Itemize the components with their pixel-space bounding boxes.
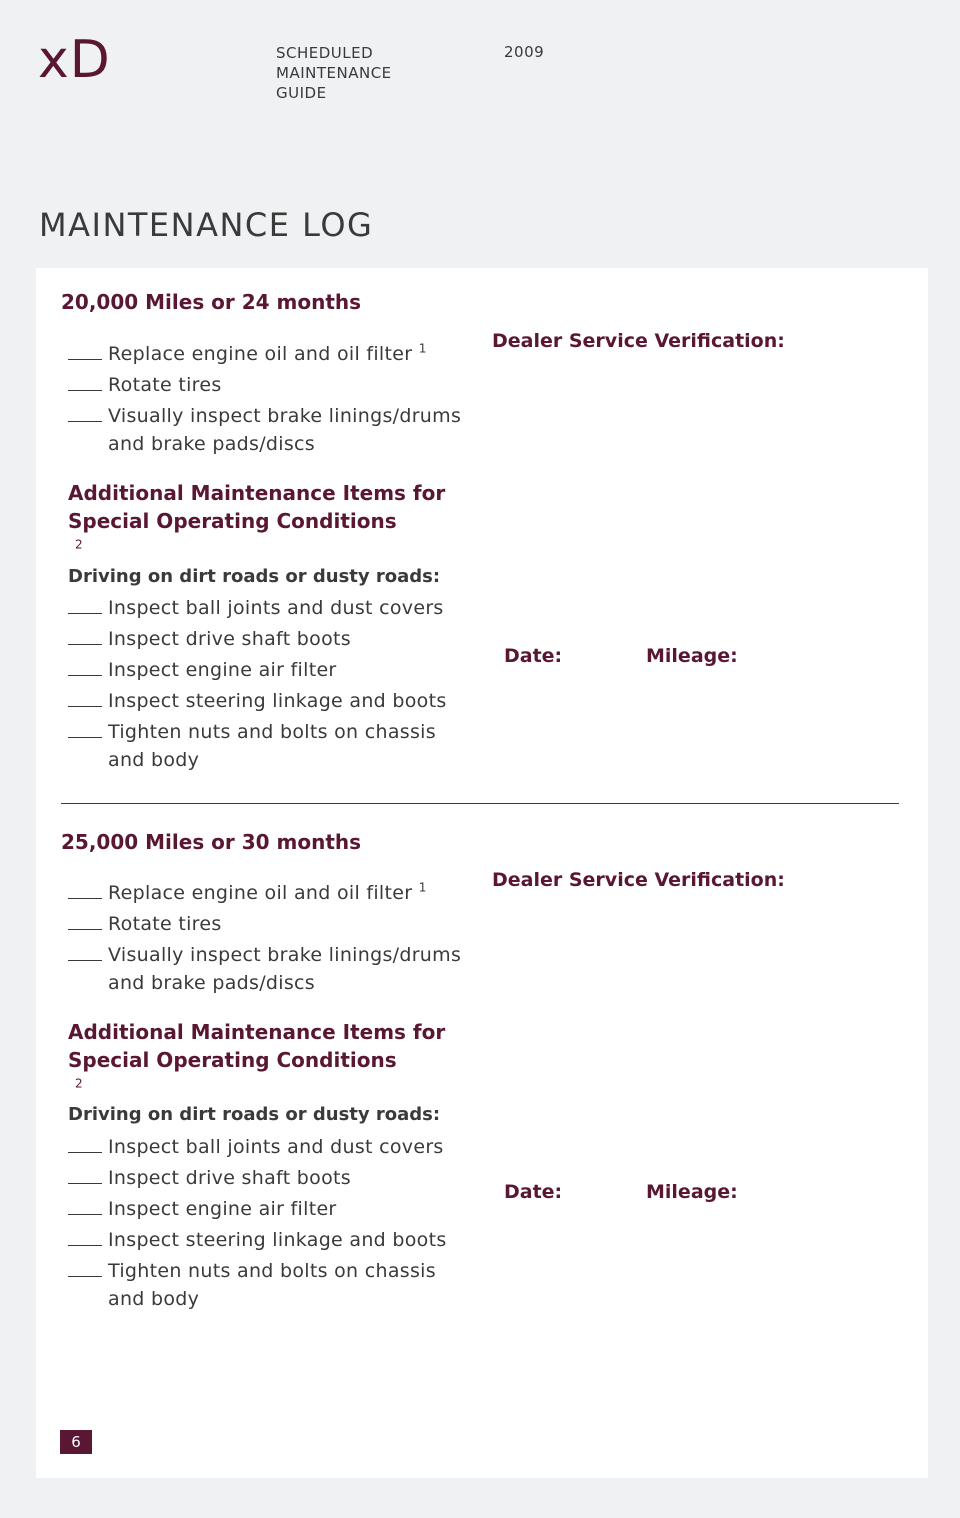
page-title: MAINTENANCE LOG [39, 206, 374, 244]
task-text-continued: and body [108, 1288, 200, 1310]
task-item [68, 1226, 447, 1254]
guide-title-line: GUIDE [276, 84, 327, 102]
section-divider [61, 803, 899, 804]
task-text: Inspect ball joints and dust covers [108, 597, 444, 619]
checkbox-blank[interactable] [68, 595, 102, 614]
task-item [68, 910, 222, 938]
checkbox-blank[interactable] [68, 719, 102, 738]
task-item [68, 1133, 444, 1161]
task-item [68, 687, 447, 715]
mileage-label: Mileage: [646, 645, 738, 667]
task-text: Inspect steering linkage and boots [108, 690, 447, 712]
checkbox-blank[interactable] [68, 657, 102, 676]
task-text: Inspect steering linkage and boots [108, 1229, 447, 1251]
task-text: Tighten nuts and bolts on chassis [108, 721, 436, 743]
task-item [68, 371, 222, 399]
checkbox-blank[interactable] [68, 942, 102, 961]
checkbox-blank[interactable] [68, 626, 102, 645]
guide-title-line: SCHEDULED [276, 44, 374, 62]
date-label: Date: [504, 1181, 563, 1203]
task-item [68, 656, 337, 684]
checkbox-blank[interactable] [68, 1134, 102, 1153]
checkbox-blank[interactable] [68, 688, 102, 707]
footnote-mark: 1 [418, 341, 427, 356]
task-text: Replace engine oil and oil filter [108, 882, 413, 904]
checkbox-blank[interactable] [68, 1227, 102, 1246]
task-text: Inspect engine air filter [108, 1198, 337, 1220]
task-item [68, 879, 427, 907]
task-text-continued: and brake pads/discs [108, 972, 316, 994]
dealer-verification-label: Dealer Service Verification: [492, 330, 785, 352]
page-number: 6 [60, 1430, 92, 1454]
additional-heading-line: Additional Maintenance Items for [68, 481, 446, 505]
footnote-mark: 2 [74, 1076, 83, 1091]
checkbox-blank[interactable] [68, 880, 102, 899]
task-text: Inspect ball joints and dust covers [108, 1136, 444, 1158]
task-item [68, 402, 461, 458]
checkbox-blank[interactable] [68, 1196, 102, 1215]
footnote-mark: 1 [418, 880, 427, 895]
additional-heading-line: Special Operating Conditions [68, 509, 397, 533]
model-year: 2009 [504, 43, 545, 61]
task-text: Inspect drive shaft boots [108, 628, 351, 650]
checkbox-blank[interactable] [68, 911, 102, 930]
task-text: Inspect engine air filter [108, 659, 337, 681]
guide-title-line: MAINTENANCE [276, 64, 392, 82]
additional-heading-line: Special Operating Conditions [68, 1048, 397, 1072]
task-text-continued: and body [108, 749, 200, 771]
checkbox-blank[interactable] [68, 1258, 102, 1277]
condition-heading: Driving on dirt roads or dusty roads: [68, 1104, 441, 1125]
dealer-verification-label: Dealer Service Verification: [492, 869, 785, 891]
task-item [68, 941, 461, 997]
footnote-mark: 2 [74, 537, 83, 552]
task-text: Visually inspect brake linings/drums [108, 944, 462, 966]
additional-items-heading [68, 479, 468, 563]
mileage-label: Mileage: [646, 1181, 738, 1203]
task-text: Visually inspect brake linings/drums [108, 405, 462, 427]
checkbox-blank[interactable] [68, 372, 102, 391]
task-item [68, 1195, 337, 1223]
task-text: Rotate tires [108, 374, 222, 396]
maintenance-log-panel [36, 268, 928, 1478]
task-item [68, 1164, 351, 1192]
checkbox-blank[interactable] [68, 341, 102, 360]
additional-items-heading [68, 1018, 468, 1102]
condition-heading: Driving on dirt roads or dusty roads: [68, 566, 441, 587]
section-heading: 20,000 Miles or 24 months [61, 290, 362, 314]
additional-heading-line: Additional Maintenance Items for [68, 1020, 446, 1044]
task-item [68, 625, 351, 653]
task-item [68, 1257, 436, 1313]
task-text: Rotate tires [108, 913, 222, 935]
date-label: Date: [504, 645, 563, 667]
task-item [68, 340, 427, 368]
task-item [68, 718, 436, 774]
task-text: Tighten nuts and bolts on chassis [108, 1260, 436, 1282]
guide-title [276, 43, 456, 103]
section-heading: 25,000 Miles or 30 months [61, 830, 362, 854]
task-text: Replace engine oil and oil filter [108, 343, 413, 365]
checkbox-blank[interactable] [68, 1165, 102, 1184]
task-text: Inspect drive shaft boots [108, 1167, 351, 1189]
task-item [68, 594, 444, 622]
brand-logo: xD [38, 30, 111, 90]
checkbox-blank[interactable] [68, 403, 102, 422]
task-text-continued: and brake pads/discs [108, 433, 316, 455]
